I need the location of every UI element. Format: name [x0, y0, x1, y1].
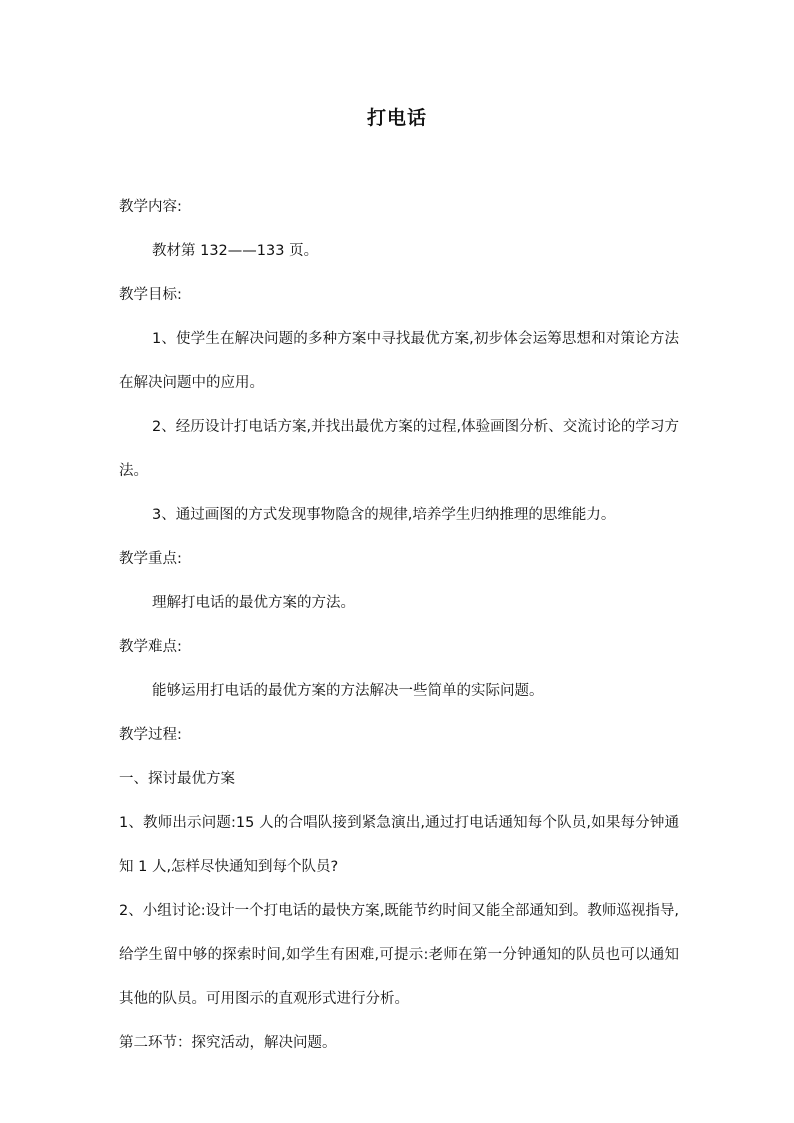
step-2: 2、小组讨论:设计一个打电话的最快方案,既能节约时间又能全部通知到。教师巡视指导,给学生留中够的探索时间,如学生有困难,可提示:老师在第一分钟通知的队员也可以通知其他的队员。可用图示的直观形式进行分析。 [119, 903, 679, 1007]
document-title: 打电话 [366, 107, 427, 129]
objective-3: 3、通过画图的方式发现事物隐含的规律,培养学生归纳推理的思维能力。 [152, 507, 616, 523]
key-point-text: 理解打电话的最优方案的方法。 [152, 595, 355, 611]
heading-difficulty: 教学难点: [119, 639, 182, 655]
objective-1: 1、使学生在解决问题的多种方案中寻找最优方案,初步体会运筹思想和对策论方法在解决问题中的应用。 [119, 331, 679, 391]
content-text: 教材第 132——133 页。 [152, 243, 319, 259]
objective-2: 2、经历设计打电话方案,并找出最优方案的过程,体验画图分析、交流讨论的学习方法。 [119, 419, 679, 479]
heading-process: 教学过程: [119, 727, 182, 743]
heading-key-point: 教学重点: [119, 551, 182, 567]
difficulty-text: 能够运用打电话的最优方案的方法解决一些简单的实际问题。 [152, 683, 544, 699]
step-1: 1、教师出示问题:15 人的合唱队接到紧急演出,通过打电话通知每个队员,如果每分钟通知 1 人,怎样尽快通知到每个队员? [119, 815, 679, 875]
section-two-title: 第二环节：探究活动，解决问题。 [119, 1035, 337, 1051]
document-body [119, 185, 679, 1065]
heading-objectives: 教学目标: [119, 287, 182, 303]
section-one-title: 一、探讨最优方案 [119, 771, 235, 787]
heading-content: 教学内容: [119, 199, 182, 215]
